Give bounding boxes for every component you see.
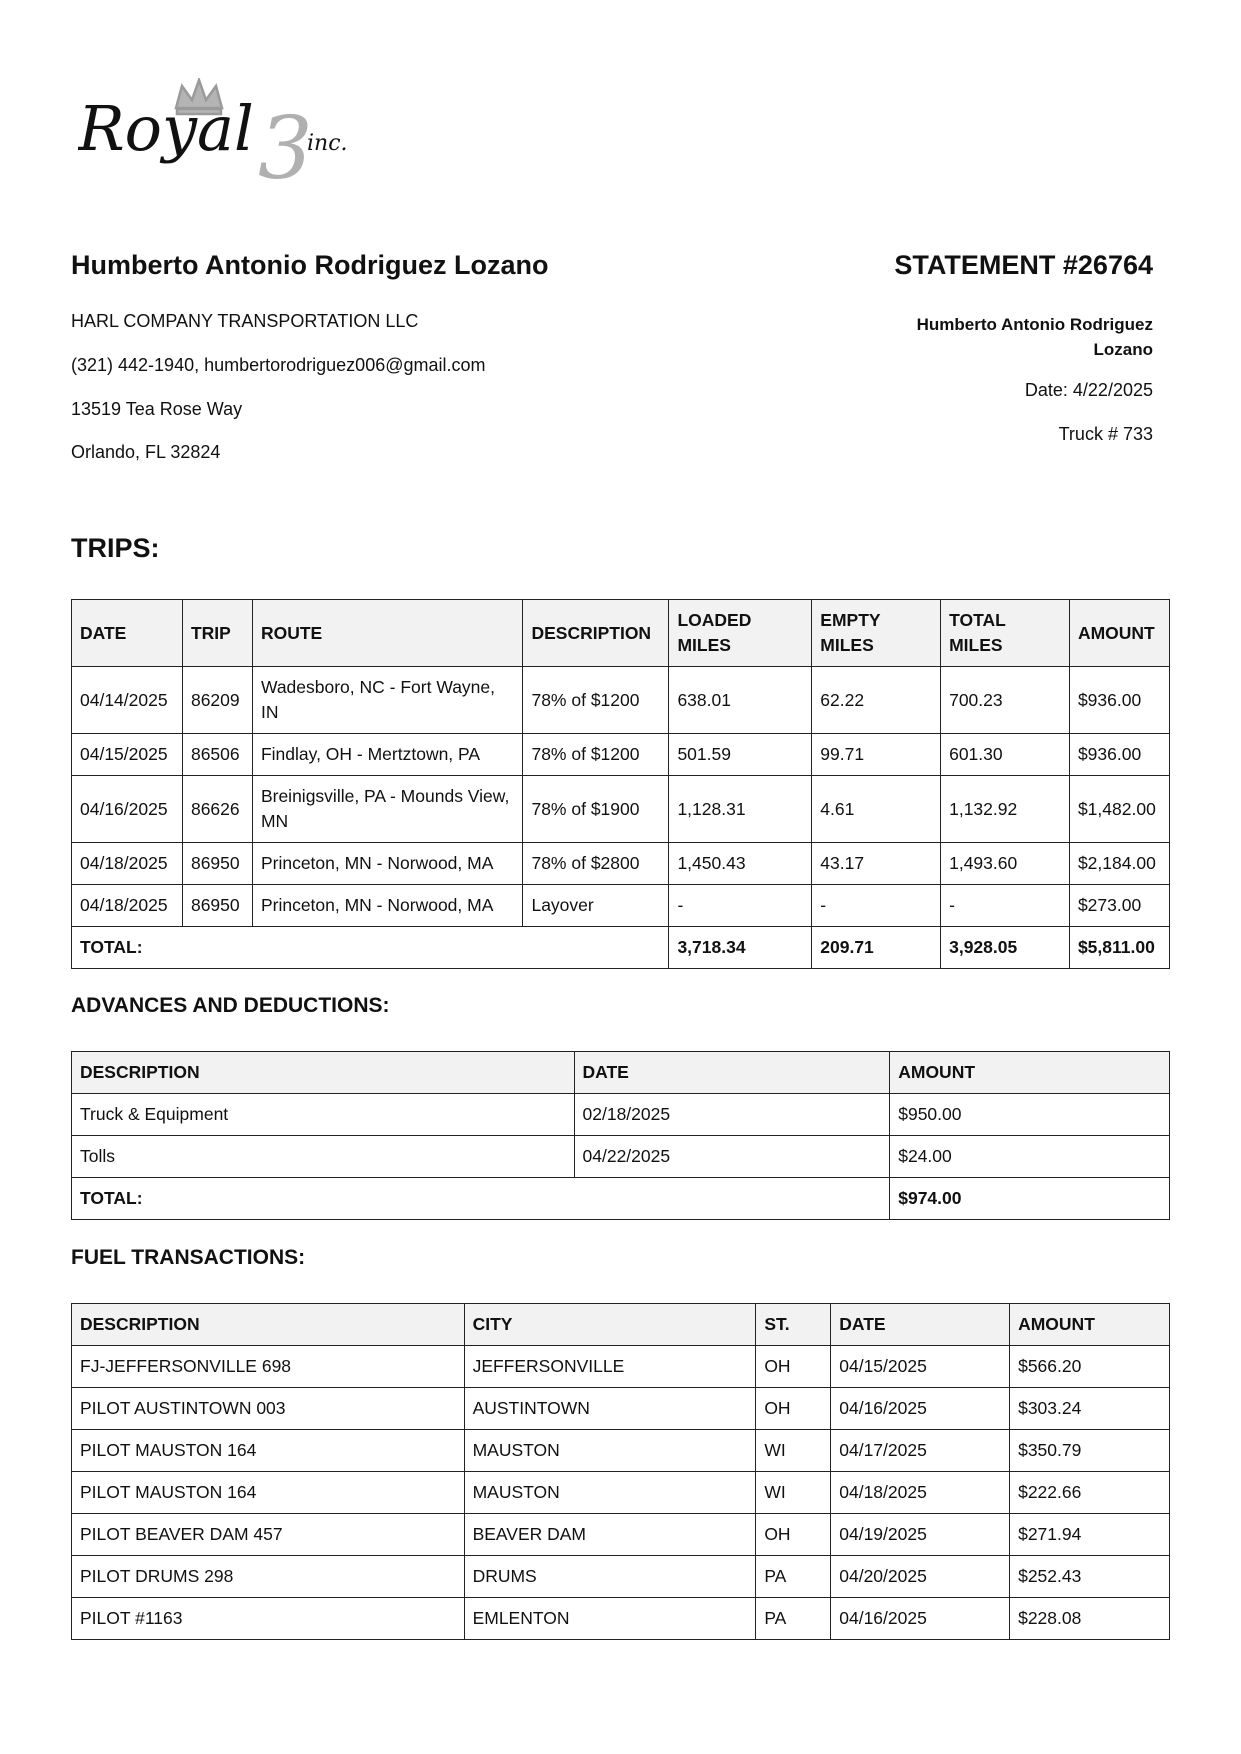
- table-cell: 1,493.60: [941, 843, 1070, 885]
- table-cell: Wadesboro, NC - Fort Wayne, IN: [252, 667, 523, 734]
- table-row: [72, 734, 1170, 776]
- table-cell: OH: [756, 1388, 831, 1430]
- table-cell: $950.00: [890, 1094, 1170, 1136]
- column-header: AMOUNT: [1010, 1304, 1170, 1346]
- table-cell: PA: [756, 1598, 831, 1640]
- table-cell: PILOT #1163: [72, 1598, 465, 1640]
- table-cell: $2,184.00: [1069, 843, 1169, 885]
- table-cell: 86950: [182, 885, 252, 927]
- column-header: EMPTY MILES: [812, 600, 941, 667]
- total-miles: 3,928.05: [941, 927, 1070, 969]
- table-cell: 4.61: [812, 776, 941, 843]
- table-cell: 04/17/2025: [831, 1430, 1010, 1472]
- fuel-table: [71, 1303, 1170, 1640]
- column-header: DATE: [574, 1052, 890, 1094]
- table-cell: 04/18/2025: [72, 843, 183, 885]
- table-cell: -: [812, 885, 941, 927]
- table-cell: 501.59: [669, 734, 812, 776]
- table-cell: 99.71: [812, 734, 941, 776]
- total-label: TOTAL:: [72, 927, 669, 969]
- table-cell: MAUSTON: [464, 1472, 756, 1514]
- total-label: TOTAL:: [72, 1178, 890, 1220]
- contact-info: (321) 442-1940, humbertorodriguez006@gmail.com: [71, 355, 486, 375]
- table-cell: 04/15/2025: [831, 1346, 1010, 1388]
- table-cell: 78% of $1900: [523, 776, 669, 843]
- svg-text:inc.: inc.: [307, 131, 348, 156]
- advances-header-row: [72, 1052, 1170, 1094]
- driver-name: Humberto Antonio Rodriguez Lozano: [71, 250, 549, 280]
- table-cell: Truck & Equipment: [72, 1094, 575, 1136]
- table-cell: 04/20/2025: [831, 1556, 1010, 1598]
- table-cell: $566.20: [1010, 1346, 1170, 1388]
- total-amount: $5,811.00: [1069, 927, 1169, 969]
- table-cell: Tolls: [72, 1136, 575, 1178]
- table-cell: $273.00: [1069, 885, 1169, 927]
- table-cell: MAUSTON: [464, 1430, 756, 1472]
- table-cell: $350.79: [1010, 1430, 1170, 1472]
- table-cell: 04/18/2025: [72, 885, 183, 927]
- table-cell: 43.17: [812, 843, 941, 885]
- column-header: DESCRIPTION: [523, 600, 669, 667]
- table-cell: 04/14/2025: [72, 667, 183, 734]
- table-cell: PILOT MAUSTON 164: [72, 1472, 465, 1514]
- table-cell: $24.00: [890, 1136, 1170, 1178]
- table-cell: 78% of $1200: [523, 667, 669, 734]
- table-cell: WI: [756, 1472, 831, 1514]
- table-cell: WI: [756, 1430, 831, 1472]
- table-row: [72, 1598, 1170, 1640]
- table-cell: -: [669, 885, 812, 927]
- total-empty-miles: 209.71: [812, 927, 941, 969]
- table-cell: 700.23: [941, 667, 1070, 734]
- table-cell: 04/16/2025: [831, 1598, 1010, 1640]
- table-cell: OH: [756, 1514, 831, 1556]
- table-cell: -: [941, 885, 1070, 927]
- table-row: [72, 1514, 1170, 1556]
- table-cell: Layover: [523, 885, 669, 927]
- table-cell: DRUMS: [464, 1556, 756, 1598]
- company-name: HARL COMPANY TRANSPORTATION LLC: [71, 311, 419, 331]
- table-cell: $936.00: [1069, 667, 1169, 734]
- table-cell: 04/22/2025: [574, 1136, 890, 1178]
- table-row: [72, 1472, 1170, 1514]
- table-cell: 1,450.43: [669, 843, 812, 885]
- company-logo: [78, 78, 378, 190]
- table-cell: PILOT MAUSTON 164: [72, 1430, 465, 1472]
- table-cell: 1,128.31: [669, 776, 812, 843]
- table-cell: Breinigsville, PA - Mounds View, MN: [252, 776, 523, 843]
- table-row: [72, 1136, 1170, 1178]
- table-cell: 601.30: [941, 734, 1070, 776]
- advances-title: ADVANCES AND DEDUCTIONS:: [71, 994, 390, 1017]
- table-cell: PILOT BEAVER DAM 457: [72, 1514, 465, 1556]
- column-header: CITY: [464, 1304, 756, 1346]
- fuel-title: FUEL TRANSACTIONS:: [71, 1246, 306, 1269]
- fuel-header-row: [72, 1304, 1170, 1346]
- table-cell: 86950: [182, 843, 252, 885]
- trips-total-row: [72, 927, 1170, 969]
- column-header: DATE: [72, 600, 183, 667]
- table-cell: 86626: [182, 776, 252, 843]
- table-cell: 1,132.92: [941, 776, 1070, 843]
- table-cell: PILOT AUSTINTOWN 003: [72, 1388, 465, 1430]
- street-address: 13519 Tea Rose Way: [71, 399, 243, 419]
- table-row: [72, 1556, 1170, 1598]
- table-row: [72, 885, 1170, 927]
- table-cell: $228.08: [1010, 1598, 1170, 1640]
- svg-text:Royal: Royal: [78, 92, 254, 165]
- table-cell: $1,482.00: [1069, 776, 1169, 843]
- column-header: ROUTE: [252, 600, 523, 667]
- table-cell: Princeton, MN - Norwood, MA: [252, 885, 523, 927]
- table-cell: BEAVER DAM: [464, 1514, 756, 1556]
- trips-header-row: [72, 600, 1170, 667]
- statement-title: STATEMENT #26764: [894, 250, 1153, 280]
- table-cell: JEFFERSONVILLE: [464, 1346, 756, 1388]
- table-cell: 04/19/2025: [831, 1514, 1010, 1556]
- table-cell: 86506: [182, 734, 252, 776]
- table-cell: 04/16/2025: [72, 776, 183, 843]
- column-header: ST.: [756, 1304, 831, 1346]
- table-cell: 04/16/2025: [831, 1388, 1010, 1430]
- table-row: [72, 1094, 1170, 1136]
- total-amount: $974.00: [890, 1178, 1170, 1220]
- table-cell: AUSTINTOWN: [464, 1388, 756, 1430]
- column-header: AMOUNT: [1069, 600, 1169, 667]
- table-cell: PILOT DRUMS 298: [72, 1556, 465, 1598]
- table-row: [72, 1388, 1170, 1430]
- column-header: DATE: [831, 1304, 1010, 1346]
- table-row: [72, 843, 1170, 885]
- table-cell: 638.01: [669, 667, 812, 734]
- table-cell: $936.00: [1069, 734, 1169, 776]
- table-cell: 86209: [182, 667, 252, 734]
- column-header: TOTAL MILES: [941, 600, 1070, 667]
- table-cell: $303.24: [1010, 1388, 1170, 1430]
- trips-table: [71, 599, 1170, 969]
- column-header: LOADED MILES: [669, 600, 812, 667]
- svg-text:3: 3: [258, 99, 313, 190]
- table-cell: PA: [756, 1556, 831, 1598]
- table-cell: 78% of $1200: [523, 734, 669, 776]
- table-cell: 02/18/2025: [574, 1094, 890, 1136]
- table-row: [72, 1430, 1170, 1472]
- table-row: [72, 776, 1170, 843]
- table-row: [72, 1346, 1170, 1388]
- statement-date: Date: 4/22/2025: [1024, 380, 1153, 400]
- table-cell: OH: [756, 1346, 831, 1388]
- column-header: DESCRIPTION: [72, 1052, 575, 1094]
- column-header: TRIP: [182, 600, 252, 667]
- table-cell: EMLENTON: [464, 1598, 756, 1640]
- table-cell: $252.43: [1010, 1556, 1170, 1598]
- table-row: [72, 667, 1170, 734]
- truck-number: Truck # 733: [1058, 424, 1153, 444]
- advances-total-row: [72, 1178, 1170, 1220]
- table-cell: FJ-JEFFERSONVILLE 698: [72, 1346, 465, 1388]
- table-cell: Princeton, MN - Norwood, MA: [252, 843, 523, 885]
- advances-table: [71, 1051, 1170, 1220]
- total-loaded-miles: 3,718.34: [669, 927, 812, 969]
- city-state-zip: Orlando, FL 32824: [71, 442, 221, 462]
- statement-driver-name: Humberto Antonio Rodriguez Lozano: [916, 315, 1153, 359]
- table-cell: 78% of $2800: [523, 843, 669, 885]
- column-header: AMOUNT: [890, 1052, 1170, 1094]
- table-cell: $222.66: [1010, 1472, 1170, 1514]
- table-cell: 62.22: [812, 667, 941, 734]
- table-cell: Findlay, OH - Mertztown, PA: [252, 734, 523, 776]
- column-header: DESCRIPTION: [72, 1304, 465, 1346]
- table-cell: $271.94: [1010, 1514, 1170, 1556]
- table-cell: 04/18/2025: [831, 1472, 1010, 1514]
- table-cell: 04/15/2025: [72, 734, 183, 776]
- trips-title: TRIPS:: [71, 533, 160, 563]
